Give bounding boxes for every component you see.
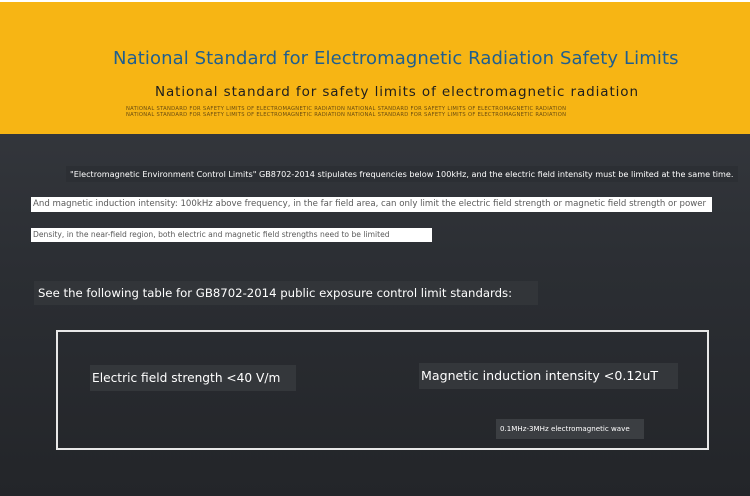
limits-table	[56, 330, 709, 450]
table-intro: See the following table for GB8702-2014 public exposure control limit standards:	[34, 281, 538, 305]
banner-fine-text-1: NATIONAL STANDARD FOR SAFETY LIMITS OF ELECTROMAGNETIC RADIATION NATIONAL STANDARD FOR SAFETY LIMITS OF ELECTROMAGNETIC RADIATION	[126, 106, 567, 112]
banner-subtitle: National standard for safety limits of electromagnetic radiation	[155, 84, 639, 100]
frequency-band-label: 0.1MHz-3MHz electromagnetic wave	[496, 419, 644, 439]
banner-fine-text-2: NATIONAL STANDARD FOR SAFETY LIMITS OF ELECTROMAGNETIC RADIATION NATIONAL STANDARD FOR SAFETY LIMITS OF ELECTROMAGNETIC RADIATION	[126, 112, 567, 118]
banner-title: National Standard for Electromagnetic Radiation Safety Limits	[113, 48, 679, 69]
header-banner	[0, 0, 750, 134]
electric-field-limit: Electric field strength <40 V/m	[90, 365, 296, 391]
intro-line-2: And magnetic induction intensity: 100kHz above frequency, in the far field area, can only limit the electric field strength or magnetic field strength or power	[31, 197, 712, 212]
magnetic-induction-limit: Magnetic induction intensity <0.12uT	[419, 363, 678, 389]
intro-line-1: "Electromagnetic Environment Control Limits" GB8702-2014 stipulates frequencies below 100kHz, and the electric field intensity must be limited at the same time.	[66, 166, 738, 182]
intro-line-3: Density, in the near-field region, both electric and magnetic field strengths need to be limited	[31, 228, 432, 242]
